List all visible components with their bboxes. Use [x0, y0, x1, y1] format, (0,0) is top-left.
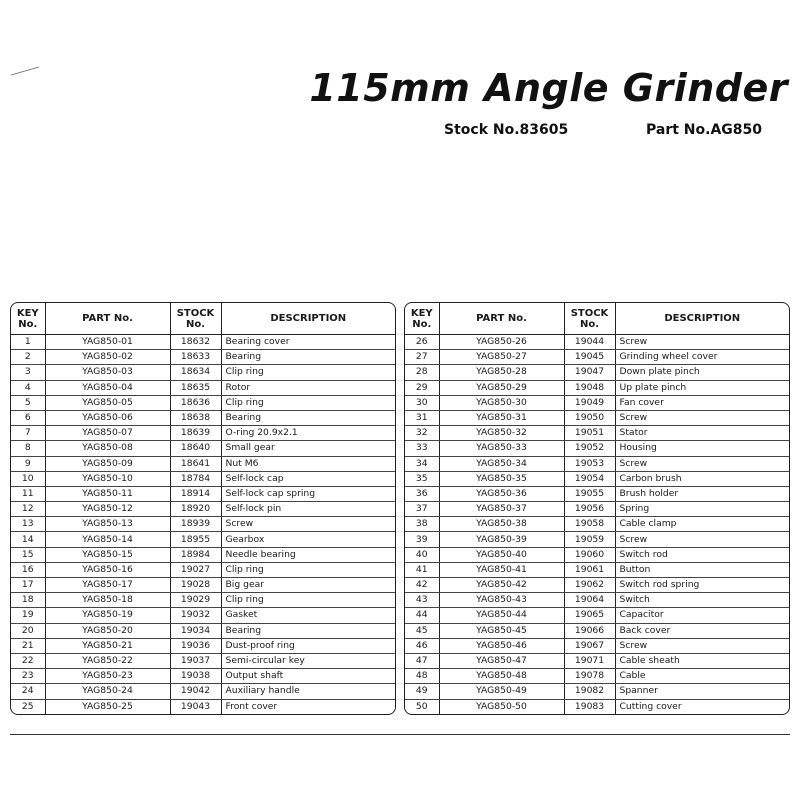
- cell-part-no: YAG850-41: [439, 562, 564, 577]
- table-row: [405, 410, 789, 425]
- cell-part-no: YAG850-04: [45, 380, 170, 395]
- cell-key: 46: [405, 638, 439, 653]
- cell-description: Screw: [615, 456, 789, 471]
- cell-part-no: YAG850-02: [45, 350, 170, 365]
- cell-part-no: YAG850-21: [45, 638, 170, 653]
- cell-description: Screw: [615, 532, 789, 547]
- cell-description: Back cover: [615, 623, 789, 638]
- table-row: [11, 578, 395, 593]
- cell-part-no: YAG850-42: [439, 578, 564, 593]
- cell-stock-no: 19054: [564, 471, 615, 486]
- cell-stock-no: 19071: [564, 653, 615, 668]
- cell-description: Screw: [615, 410, 789, 425]
- table-row: [405, 380, 789, 395]
- cell-stock-no: 19065: [564, 608, 615, 623]
- cell-stock-no: 19043: [170, 699, 221, 714]
- cell-key: 5: [11, 395, 45, 410]
- cell-part-no: YAG850-22: [45, 653, 170, 668]
- cell-key: 10: [11, 471, 45, 486]
- cell-key: 20: [11, 623, 45, 638]
- table-row: [405, 638, 789, 653]
- cell-description: Clip ring: [221, 365, 395, 380]
- cell-key: 18: [11, 593, 45, 608]
- cell-part-no: YAG850-31: [439, 410, 564, 425]
- cell-description: O-ring 20.9x2.1: [221, 426, 395, 441]
- cell-stock-no: 19083: [564, 699, 615, 714]
- table-row: [11, 380, 395, 395]
- table-row: [11, 562, 395, 577]
- cell-key: 36: [405, 486, 439, 501]
- cell-stock-no: 18634: [170, 365, 221, 380]
- cell-key: 29: [405, 380, 439, 395]
- table-row: [11, 669, 395, 684]
- cell-part-no: YAG850-09: [45, 456, 170, 471]
- cell-part-no: YAG850-33: [439, 441, 564, 456]
- cell-stock-no: 18636: [170, 395, 221, 410]
- cell-stock-no: 19082: [564, 684, 615, 699]
- cell-part-no: YAG850-36: [439, 486, 564, 501]
- cell-description: Clip ring: [221, 562, 395, 577]
- table-row: [11, 623, 395, 638]
- table-row: [405, 562, 789, 577]
- table-row: [405, 684, 789, 699]
- cell-stock-no: 19061: [564, 562, 615, 577]
- cell-description: Bearing: [221, 623, 395, 638]
- cell-description: Housing: [615, 441, 789, 456]
- cell-stock-no: 18955: [170, 532, 221, 547]
- cell-key: 21: [11, 638, 45, 653]
- cell-description: Needle bearing: [221, 547, 395, 562]
- cell-part-no: YAG850-39: [439, 532, 564, 547]
- cell-stock-no: 19027: [170, 562, 221, 577]
- cell-description: Capacitor: [615, 608, 789, 623]
- cell-description: Brush holder: [615, 486, 789, 501]
- cell-part-no: YAG850-16: [45, 562, 170, 577]
- cell-description: Spring: [615, 502, 789, 517]
- cell-key: 42: [405, 578, 439, 593]
- cell-stock-no: 19047: [564, 365, 615, 380]
- cell-part-no: YAG850-20: [45, 623, 170, 638]
- cell-stock-no: 19032: [170, 608, 221, 623]
- cell-stock-no: 19028: [170, 578, 221, 593]
- cell-stock-no: 18784: [170, 471, 221, 486]
- cell-description: Carbon brush: [615, 471, 789, 486]
- table-row: [405, 699, 789, 714]
- table-row: [11, 486, 395, 501]
- cell-description: Bearing: [221, 350, 395, 365]
- cell-description: Switch rod: [615, 547, 789, 562]
- cell-key: 8: [11, 441, 45, 456]
- cell-key: 13: [11, 517, 45, 532]
- cell-part-no: YAG850-49: [439, 684, 564, 699]
- table-row: [405, 365, 789, 380]
- table-row: [11, 365, 395, 380]
- cell-stock-no: 19066: [564, 623, 615, 638]
- cell-stock-no: 19036: [170, 638, 221, 653]
- cell-description: Switch rod spring: [615, 578, 789, 593]
- cell-part-no: YAG850-46: [439, 638, 564, 653]
- cell-stock-no: 19045: [564, 350, 615, 365]
- cell-key: 9: [11, 456, 45, 471]
- table-row: [11, 456, 395, 471]
- cell-description: Auxiliary handle: [221, 684, 395, 699]
- header-description: DESCRIPTION: [615, 303, 789, 335]
- cell-description: Grinding wheel cover: [615, 350, 789, 365]
- cell-key: 3: [11, 365, 45, 380]
- cell-part-no: YAG850-03: [45, 365, 170, 380]
- cell-stock-no: 19056: [564, 502, 615, 517]
- cell-key: 22: [11, 653, 45, 668]
- cell-key: 27: [405, 350, 439, 365]
- table-row: [405, 578, 789, 593]
- cell-key: 14: [11, 532, 45, 547]
- cell-key: 25: [11, 699, 45, 714]
- table-row: [11, 395, 395, 410]
- table-row: [405, 486, 789, 501]
- cell-part-no: YAG850-07: [45, 426, 170, 441]
- cell-description: Screw: [615, 335, 789, 350]
- table-row: [405, 608, 789, 623]
- cell-part-no: YAG850-01: [45, 335, 170, 350]
- cell-key: 30: [405, 395, 439, 410]
- cell-description: Up plate pinch: [615, 380, 789, 395]
- table-row: [405, 350, 789, 365]
- table-row: [405, 653, 789, 668]
- cell-key: 34: [405, 456, 439, 471]
- table-row: [11, 471, 395, 486]
- cell-stock-no: 19078: [564, 669, 615, 684]
- cell-stock-no: 19053: [564, 456, 615, 471]
- cell-key: 28: [405, 365, 439, 380]
- cell-part-no: YAG850-27: [439, 350, 564, 365]
- cell-part-no: YAG850-06: [45, 410, 170, 425]
- cell-description: Gearbox: [221, 532, 395, 547]
- cell-part-no: YAG850-43: [439, 593, 564, 608]
- cell-part-no: YAG850-32: [439, 426, 564, 441]
- header-description: DESCRIPTION: [221, 303, 395, 335]
- bottom-divider: [10, 734, 790, 735]
- table-header-row: [405, 303, 789, 335]
- cell-stock-no: 19051: [564, 426, 615, 441]
- cell-description: Gasket: [221, 608, 395, 623]
- cell-stock-no: 19052: [564, 441, 615, 456]
- cell-key: 16: [11, 562, 45, 577]
- cell-key: 44: [405, 608, 439, 623]
- cell-description: Small gear: [221, 441, 395, 456]
- cell-stock-no: 19058: [564, 517, 615, 532]
- table-row: [405, 441, 789, 456]
- cell-stock-no: 18639: [170, 426, 221, 441]
- cell-part-no: YAG850-14: [45, 532, 170, 547]
- cell-part-no: YAG850-08: [45, 441, 170, 456]
- cell-part-no: YAG850-18: [45, 593, 170, 608]
- table-row: [11, 350, 395, 365]
- table-row: [405, 471, 789, 486]
- cell-key: 35: [405, 471, 439, 486]
- header-part: PART No.: [439, 303, 564, 335]
- cell-stock-no: 19050: [564, 410, 615, 425]
- table-row: [11, 653, 395, 668]
- cell-key: 47: [405, 653, 439, 668]
- cell-part-no: YAG850-48: [439, 669, 564, 684]
- cell-description: Bearing cover: [221, 335, 395, 350]
- cell-description: Cable sheath: [615, 653, 789, 668]
- part-number: Part No.AG850: [646, 122, 763, 138]
- cell-part-no: YAG850-30: [439, 395, 564, 410]
- cell-description: Big gear: [221, 578, 395, 593]
- cell-key: 40: [405, 547, 439, 562]
- header-key: KEY No.: [11, 303, 45, 335]
- parts-table-left: [10, 302, 396, 715]
- cell-stock-no: 18638: [170, 410, 221, 425]
- table-header-row: [11, 303, 395, 335]
- cell-stock-no: 19059: [564, 532, 615, 547]
- cell-part-no: YAG850-05: [45, 395, 170, 410]
- cell-stock-no: 19049: [564, 395, 615, 410]
- table-row: [11, 517, 395, 532]
- cell-key: 37: [405, 502, 439, 517]
- cell-stock-no: 19038: [170, 669, 221, 684]
- cell-key: 45: [405, 623, 439, 638]
- cell-description: Nut M6: [221, 456, 395, 471]
- cell-part-no: YAG850-45: [439, 623, 564, 638]
- cell-part-no: YAG850-26: [439, 335, 564, 350]
- table-row: [405, 623, 789, 638]
- table-row: [11, 502, 395, 517]
- cell-description: Clip ring: [221, 395, 395, 410]
- cell-stock-no: 19029: [170, 593, 221, 608]
- cell-key: 31: [405, 410, 439, 425]
- cell-stock-no: 18640: [170, 441, 221, 456]
- parts-table-right: [404, 302, 790, 715]
- cell-stock-no: 19042: [170, 684, 221, 699]
- table-row: [405, 593, 789, 608]
- cell-stock-no: 18984: [170, 547, 221, 562]
- cell-stock-no: 18920: [170, 502, 221, 517]
- cell-stock-no: 19060: [564, 547, 615, 562]
- cell-key: 17: [11, 578, 45, 593]
- cell-key: 7: [11, 426, 45, 441]
- cell-key: 15: [11, 547, 45, 562]
- cell-stock-no: 18939: [170, 517, 221, 532]
- table-row: [405, 335, 789, 350]
- cell-description: Cable clamp: [615, 517, 789, 532]
- table-row: [405, 532, 789, 547]
- table-row: [405, 456, 789, 471]
- cell-description: Output shaft: [221, 669, 395, 684]
- cell-part-no: YAG850-12: [45, 502, 170, 517]
- cell-key: 19: [11, 608, 45, 623]
- cell-key: 23: [11, 669, 45, 684]
- table-row: [11, 638, 395, 653]
- cell-description: Cable: [615, 669, 789, 684]
- cell-description: Stator: [615, 426, 789, 441]
- table-row: [405, 502, 789, 517]
- cell-key: 2: [11, 350, 45, 365]
- cell-description: Rotor: [221, 380, 395, 395]
- cell-description: Cutting cover: [619, 700, 682, 712]
- cell-description: Self-lock cap: [221, 471, 395, 486]
- header-key: KEY No.: [405, 303, 439, 335]
- cell-part-no: YAG850-50: [439, 699, 564, 714]
- cell-part-no: YAG850-35: [439, 471, 564, 486]
- cell-part-no: YAG850-47: [439, 653, 564, 668]
- cell-part-no: YAG850-34: [439, 456, 564, 471]
- header-stock: STOCK No.: [564, 303, 615, 335]
- cell-key: 49: [405, 684, 439, 699]
- cell-description: Down plate pinch: [615, 365, 789, 380]
- cell-part-no: YAG850-10: [45, 471, 170, 486]
- cell-part-no: YAG850-40: [439, 547, 564, 562]
- cell-part-no: YAG850-13: [45, 517, 170, 532]
- page-title: 115mm Angle Grinder: [309, 66, 788, 110]
- cell-description: Screw: [221, 517, 395, 532]
- cell-stock-no: 18632: [170, 335, 221, 350]
- cell-part-no: YAG850-15: [45, 547, 170, 562]
- cell-part-no: YAG850-24: [45, 684, 170, 699]
- cell-key: 11: [11, 486, 45, 501]
- cell-description: Semi-circular key: [221, 653, 395, 668]
- cell-description: Bearing: [221, 410, 395, 425]
- cell-description: Screw: [615, 638, 789, 653]
- cell-part-no: YAG850-37: [439, 502, 564, 517]
- cell-stock-no: 18641: [170, 456, 221, 471]
- header-part: PART No.: [45, 303, 170, 335]
- table-row: [11, 335, 395, 350]
- table-row: [405, 669, 789, 684]
- cell-key: 1: [11, 335, 45, 350]
- cell-key: 43: [405, 593, 439, 608]
- cell-key: 32: [405, 426, 439, 441]
- cell-part-no: YAG850-25: [45, 699, 170, 714]
- cell-part-no: YAG850-11: [45, 486, 170, 501]
- cell-description: Self-lock pin: [221, 502, 395, 517]
- cell-stock-no: 19037: [170, 653, 221, 668]
- cell-key: 39: [405, 532, 439, 547]
- stock-number: Stock No.83605: [444, 122, 569, 138]
- table-row: [11, 426, 395, 441]
- table-row: [11, 441, 395, 456]
- table-row: [11, 608, 395, 623]
- cell-stock-no: 18914: [170, 486, 221, 501]
- cell-description: Spanner: [615, 684, 789, 699]
- cell-key: 50: [405, 699, 439, 714]
- cell-key: 4: [11, 380, 45, 395]
- cell-description: Dust-proof ring: [221, 638, 395, 653]
- cell-key: 12: [11, 502, 45, 517]
- table-row: [11, 547, 395, 562]
- cell-key: 48: [405, 669, 439, 684]
- table-row: [405, 517, 789, 532]
- cell-stock-no: 19062: [564, 578, 615, 593]
- cell-key: 38: [405, 517, 439, 532]
- cell-part-no: YAG850-38: [439, 517, 564, 532]
- cell-stock-no: 18635: [170, 380, 221, 395]
- cell-part-no: YAG850-17: [45, 578, 170, 593]
- cell-description: Switch: [615, 593, 789, 608]
- cell-key: 6: [11, 410, 45, 425]
- corner-stroke-mark: [10, 66, 40, 76]
- cell-description: Button: [615, 562, 789, 577]
- table-row: [405, 547, 789, 562]
- cell-description: Front cover: [225, 700, 278, 712]
- table-row: [11, 699, 395, 714]
- table-row: [405, 426, 789, 441]
- cell-part-no: YAG850-29: [439, 380, 564, 395]
- cell-stock-no: 19064: [564, 593, 615, 608]
- table-row: [405, 395, 789, 410]
- table-row: [11, 593, 395, 608]
- cell-description: Clip ring: [221, 593, 395, 608]
- cell-stock-no: 18633: [170, 350, 221, 365]
- header-stock: STOCK No.: [170, 303, 221, 335]
- cell-description: Self-lock cap spring: [221, 486, 395, 501]
- table-row: [11, 684, 395, 699]
- cell-stock-no: 19067: [564, 638, 615, 653]
- table-row: [11, 410, 395, 425]
- cell-stock-no: 19048: [564, 380, 615, 395]
- cell-part-no: YAG850-23: [45, 669, 170, 684]
- cell-key: 33: [405, 441, 439, 456]
- cell-part-no: YAG850-44: [439, 608, 564, 623]
- cell-part-no: YAG850-19: [45, 608, 170, 623]
- cell-stock-no: 19055: [564, 486, 615, 501]
- cell-key: 24: [11, 684, 45, 699]
- table-row: [11, 532, 395, 547]
- cell-stock-no: 19044: [564, 335, 615, 350]
- cell-key: 26: [405, 335, 439, 350]
- cell-description: Fan cover: [615, 395, 789, 410]
- cell-stock-no: 19034: [170, 623, 221, 638]
- cell-part-no: YAG850-28: [439, 365, 564, 380]
- cell-key: 41: [405, 562, 439, 577]
